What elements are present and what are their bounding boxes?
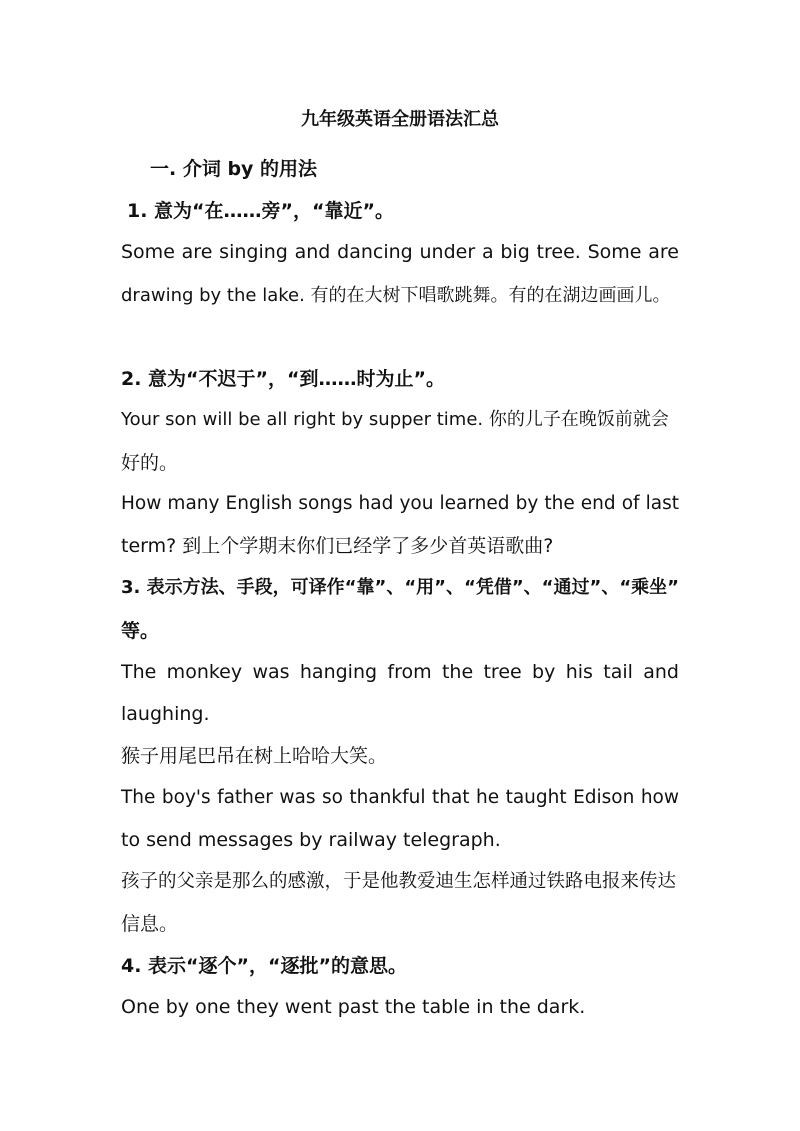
item3-text-line-3: 猴子用尾巴吊在树上哈哈大笑。 <box>121 745 388 767</box>
item3-text-line-5: to send messages by railway telegraph. <box>121 829 501 851</box>
item3-text-line-2: laughing. <box>121 703 210 725</box>
item-heading-2: 2. 意为“不迟于”，“到……时为止”。 <box>121 368 446 390</box>
item2-text-line-1: Your son will be all right by supper time. 你的儿子在晚饭前就会 <box>121 409 669 430</box>
item4-text-line-1: One by one they went past the table in the dark. <box>121 996 586 1018</box>
item3-text-line-6: 孩子的父亲是那么的感激，于是他教爱迪生怎样通过铁路电报来传达 <box>121 871 677 892</box>
item-heading-3-line-2: 等。 <box>121 620 160 642</box>
item-heading-4: 4. 表示“逐个”，“逐批”的意思。 <box>121 955 408 977</box>
item-heading-3-line-1: 3. 表示方法、手段，可译作“靠”、“用”、“凭借”、“通过”、“乘坐” <box>121 577 679 598</box>
document-title: 九年级英语全册语法汇总 <box>301 109 499 130</box>
section-heading-prepositions-by: 一. 介词 by 的用法 <box>150 158 318 180</box>
item3-text-line-1: The monkey was hanging from the tree by his tail and <box>121 661 679 683</box>
item2-text-line-3: How many English songs had you learned by the end of last <box>121 493 679 514</box>
item2-text-line-4: term? 到上个学期末你们已经学了多少首英语歌曲? <box>121 535 554 557</box>
item3-text-line-4: The boy's father was so thankful that he taught Edison how <box>121 787 679 808</box>
item1-text-line-2: drawing by the lake. 有的在大树下唱歌跳舞。有的在湖边画画儿。 <box>121 285 671 306</box>
item-heading-1: 1. 意为“在……旁”，“靠近”。 <box>127 200 395 222</box>
item1-text-line-1: Some are singing and dancing under a big tree. Some are <box>121 241 679 263</box>
item3-text-line-7: 信息。 <box>121 913 179 935</box>
item2-text-line-2: 好的。 <box>121 452 179 474</box>
